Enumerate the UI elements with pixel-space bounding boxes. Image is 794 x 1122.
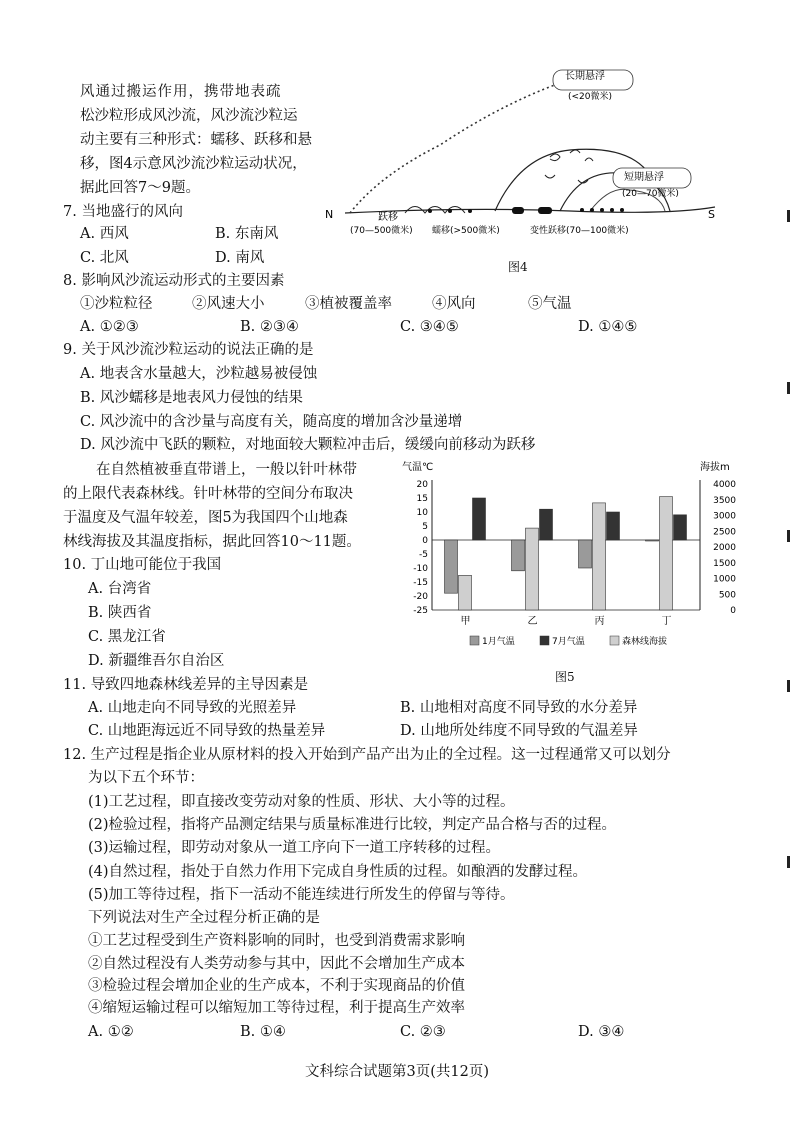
q10-option-c[interactable]: C. 黑龙江省 <box>88 629 166 645</box>
figure-5-caption: 图5 <box>555 670 575 684</box>
bar-7月气温 <box>674 515 687 540</box>
q7-stem: 7. 当地盛行的风向 <box>63 204 183 220</box>
q7-option-d[interactable]: D. 南风 <box>215 250 265 266</box>
intro-line: 松沙粒形成风沙流，风沙流沙粒运 <box>80 108 298 124</box>
label-creep: 蠕移(>500微米) <box>432 226 500 235</box>
q12-option-b[interactable]: B. ①④ <box>240 1024 286 1040</box>
bar-7月气温 <box>473 498 486 540</box>
y-tick-left: 20 <box>416 480 428 490</box>
y-tick-right: 1500 <box>713 558 736 569</box>
q8-option-d[interactable]: D. ①④⑤ <box>578 319 638 335</box>
label-long-size: (<20微米) <box>568 92 613 102</box>
bar-森林线海拔 <box>459 575 472 610</box>
label-short-suspension: 短期悬浮 <box>624 172 664 183</box>
margin-mark <box>787 210 790 222</box>
y-tick-right: 2000 <box>713 543 736 553</box>
q9-stem: 9. 关于风沙流沙粒运动的说法正确的是 <box>63 342 314 358</box>
y-tick-left: -5 <box>419 550 428 560</box>
legend-swatch <box>470 636 479 645</box>
legend-swatch <box>610 636 619 645</box>
q12-option-c[interactable]: C. ②③ <box>400 1024 446 1040</box>
q12-statement: ④缩短运输过程可以缩短加工等待过程，利于提高生产效率 <box>88 1000 465 1016</box>
legend-label: 1月气温 <box>482 637 515 647</box>
y-axis-left-title: 气温℃ <box>402 462 434 473</box>
q11-stem: 11. 导致四地森林线差异的主导因素是 <box>63 677 309 693</box>
q12-option-d[interactable]: D. ③④ <box>578 1024 625 1040</box>
q7-option-c[interactable]: C. 北风 <box>80 250 129 266</box>
q8-factor: ②风速大小 <box>192 296 265 312</box>
bar-1月气温 <box>579 540 592 568</box>
q9-option-a[interactable]: A. 地表含水量越大，沙粒越易被侵蚀 <box>80 366 318 382</box>
y-tick-left: 15 <box>416 494 428 504</box>
intro-line: 动主要有三种形式：蠕移、跃移和悬 <box>80 132 312 148</box>
intro-line: 据此回答7～9题。 <box>80 180 200 196</box>
q9-option-c[interactable]: C. 风沙流中的含沙量与高度有关，随高度的增加含沙量递增 <box>80 414 463 430</box>
q12-ask: 下列说法对生产全过程分析正确的是 <box>88 910 320 926</box>
margin-mark <box>787 530 790 542</box>
margin-mark <box>787 382 790 394</box>
bar-1月气温 <box>646 540 659 541</box>
y-tick-right: 4000 <box>713 480 736 490</box>
q8-option-a[interactable]: A. ①②③ <box>80 319 139 335</box>
intro-line: 林线海拔及其温度指标，据此回答10～11题。 <box>63 534 361 550</box>
intro-line: 的上限代表森林线。针叶林带的空间分布取决 <box>63 486 353 502</box>
q12-process: (2)检验过程，指将产品测定结果与质量标准进行比较，判定产品合格与否的过程。 <box>88 817 617 833</box>
intro-line: 于温度及气温年较差，图5为我国四个山地森 <box>63 510 348 526</box>
y-tick-right: 1000 <box>713 574 736 585</box>
bar-森林线海拔 <box>526 528 539 610</box>
figure-4-caption: 图4 <box>508 260 528 274</box>
x-tick-label: 丁 <box>661 616 672 627</box>
label-saltation-size: (70—500微米) <box>350 226 413 235</box>
bar-森林线海拔 <box>660 497 673 610</box>
q11-option-b[interactable]: B. 山地相对高度不同导致的水分差异 <box>400 700 638 716</box>
y-tick-right: 0 <box>730 606 736 616</box>
label-s: S <box>708 208 715 221</box>
q12-stem: 12. 生产过程是指企业从原材料的投入开始到产品产出为止的全过程。这一过程通常又可以划分 <box>63 747 671 763</box>
q8-factor: ③植被覆盖率 <box>305 296 392 312</box>
q11-option-d[interactable]: D. 山地所处纬度不同导致的气温差异 <box>400 723 638 739</box>
q7-option-a[interactable]: A. 西风 <box>80 226 129 242</box>
q7-option-b[interactable]: B. 东南风 <box>215 226 279 242</box>
intro-line: 风通过搬运作用，携带地表疏 <box>80 84 282 100</box>
label-saltation: 跃移 <box>378 212 398 223</box>
y-tick-left: -15 <box>413 578 428 588</box>
label-modified-saltation: 变性跃移(70—100微米) <box>530 226 629 235</box>
y-tick-left: -20 <box>413 592 428 602</box>
bar-7月气温 <box>540 509 553 540</box>
q9-option-d[interactable]: D. 风沙流中飞跃的颗粒，对地面较大颗粒冲击后，缓缓向前移动为跃移 <box>80 437 536 453</box>
page-footer: 文科综合试题第3页(共12页) <box>305 1064 489 1080</box>
intro-line: 在自然植被垂直带谱上，一般以针叶林带 <box>96 462 357 478</box>
label-short-size: (20—70微米) <box>622 189 679 199</box>
x-tick-label: 乙 <box>527 616 538 627</box>
intro-line: 移，图4示意风沙流沙粒运动状况， <box>80 156 307 172</box>
y-tick-left: 0 <box>422 536 428 546</box>
figure-5-chart <box>400 458 745 658</box>
bar-1月气温 <box>512 540 525 571</box>
q8-stem: 8. 影响风沙流运动形式的主要因素 <box>63 273 285 289</box>
q12-process: (5)加工等待过程，指下一活动不能连续进行所发生的停留与等待。 <box>88 887 515 903</box>
label-n: N <box>325 208 334 221</box>
q11-option-c[interactable]: C. 山地距海远近不同导致的热量差异 <box>88 723 326 739</box>
y-tick-left: 10 <box>416 508 428 518</box>
q12-option-a[interactable]: A. ①② <box>88 1024 134 1040</box>
q12-stem-cont: 为以下五个环节： <box>88 770 204 786</box>
q12-process: (1)工艺过程，即直接改变劳动对象的性质、形状、大小等的过程。 <box>88 794 515 810</box>
q8-factor: ④风向 <box>432 296 476 312</box>
y-tick-right: 500 <box>718 590 736 601</box>
q11-option-a[interactable]: A. 山地走向不同导致的光照差异 <box>88 700 297 716</box>
y-axis-right-title: 海拔m <box>700 462 730 473</box>
q12-process: (3)运输过程，即劳动对象从一道工序向下一道工序转移的过程。 <box>88 840 501 856</box>
legend-label: 森林线海拔 <box>622 637 668 647</box>
margin-mark <box>787 856 790 868</box>
x-tick-label: 丙 <box>594 616 605 627</box>
q12-process: (4)自然过程，指处于自然力作用下完成自身性质的过程。如酿酒的发酵过程。 <box>88 864 588 880</box>
q9-option-b[interactable]: B. 风沙蠕移是地表风力侵蚀的结果 <box>80 390 303 406</box>
q8-option-b[interactable]: B. ②③④ <box>240 319 299 335</box>
q10-stem: 10. 丁山地可能位于我国 <box>63 557 222 573</box>
q10-option-b[interactable]: B. 陕西省 <box>88 605 152 621</box>
y-tick-right: 3000 <box>713 511 736 522</box>
q12-statement: ②自然过程没有人类劳动参与其中，因此不会增加生产成本 <box>88 956 465 972</box>
q12-statement: ③检验过程会增加企业的生产成本，不利于实现商品的价值 <box>88 978 465 994</box>
q8-factor: ⑤气温 <box>528 296 572 312</box>
y-tick-right: 3500 <box>713 495 736 506</box>
label-long-suspension: 长期悬浮 <box>565 71 605 82</box>
y-tick-left: 5 <box>422 522 428 532</box>
y-tick-left: -10 <box>413 564 428 574</box>
legend-label: 7月气温 <box>552 637 585 647</box>
y-tick-left: -25 <box>413 606 428 616</box>
q10-option-d[interactable]: D. 新疆维吾尔自治区 <box>88 653 225 669</box>
q12-statement: ①工艺过程受到生产资料影响的同时，也受到消费需求影响 <box>88 933 465 949</box>
margin-mark <box>787 680 790 692</box>
bar-1月气温 <box>445 540 458 593</box>
bar-7月气温 <box>607 512 620 540</box>
q8-factor: ①沙粒粒径 <box>80 296 153 312</box>
legend-swatch <box>540 636 549 645</box>
q8-option-c[interactable]: C. ③④⑤ <box>400 319 459 335</box>
q10-option-a[interactable]: A. 台湾省 <box>88 581 152 597</box>
figure-4-diagram <box>320 65 730 235</box>
y-tick-right: 2500 <box>713 527 736 538</box>
bar-森林线海拔 <box>593 503 606 610</box>
x-tick-label: 甲 <box>460 616 471 627</box>
